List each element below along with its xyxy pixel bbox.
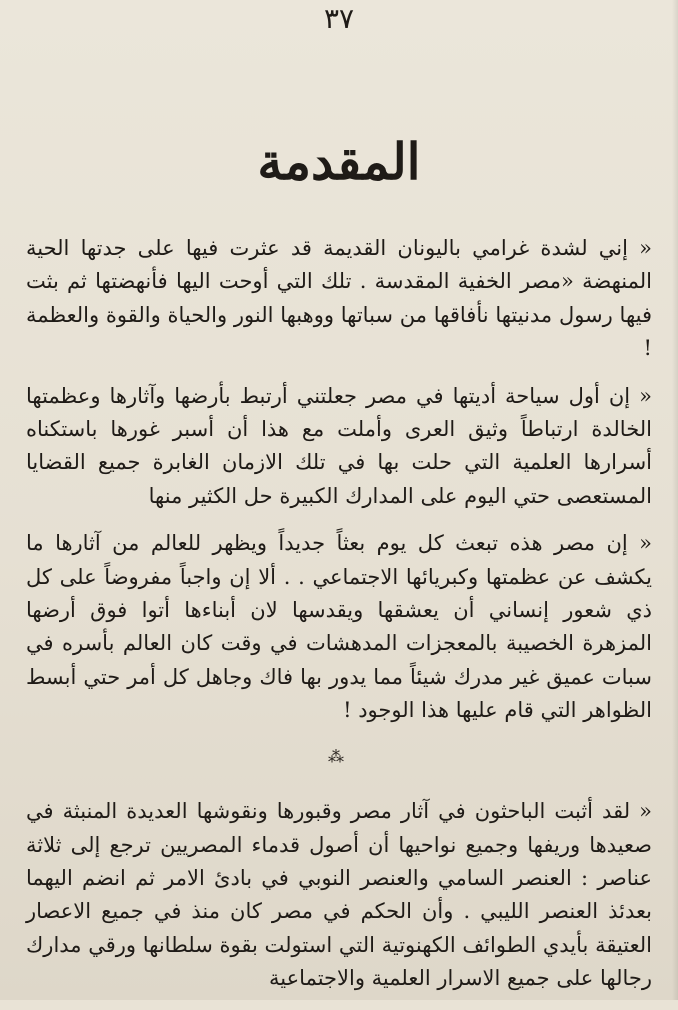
body-text: [26, 232, 652, 1010]
paragraph-3: « إن مصر هذه تبعث كل يوم بعثاً جديداً ويظهر للعالم من آثارها ما يكشف عن عظمتها وكبريائها الاجتماعي . . ألا إن واجباً مفروضاً على كل ذي شعور إنساني أن يعشقها ويقدسها لان أبناءها أتوا فوق أرضها المزهرة الخصيبة بالمعجزات المدهشات في وقت كان العالم بأسره في سبات عميق غير مدرك شيئاً مما يدور بها فاك وجاهل كل أمر حتي أبسط الظواهر التي قام عليها هذا الوجود !: [26, 531, 652, 723]
ornament-separator: ⁂: [328, 746, 350, 766]
paragraph-2: « إن أول سياحة أديتها في مصر جعلتني أرتبط بأرضها وآثارها وعظمتها الخالدة ارتباطاً وثيق العرى وأملت مع هذا أن أسبر غورها باستكناه أسرارها العلمية التي حلت بها في تلك الازمان الغابرة جميع القضايا المستعصى حتي اليوم على المدارك الكبيرة حل الكثير منها: [26, 383, 652, 508]
page-number: ٣٧: [323, 2, 355, 35]
page-title: المقدمة: [257, 132, 421, 191]
page-edge-shadow: [672, 0, 678, 1000]
paragraph-4: « لقد أثبت الباحثون في آثار مصر وقبورها ونقوشها العديدة المنبثة في صعيدها وريفها وجميع نواحيها أن أصول قدماء المصريين ترجع إلى ثلاثة عناصر : العنصر السامي والعنصر النوبي في بادئ الامر ثم انضم اليهما بعدئذ العنصر الليبي . وأن الحكم في مصر كان منذ في جميع الاعصار العتيقة بأيدي الطوائف الكهنوتية التي استولت بقوة سلطانها ورقي مدارك رجالها على جميع الاسرار العلمية والاجتماعية: [26, 799, 652, 991]
paragraph-1: « إني لشدة غرامي باليونان القديمة قد عثرت فيها على جدتها الحية المنهضة «مصر الخفية المقدسة . تلك التي أوحت اليها فأنهضتها ثم بثت فيها رسول مدنيتها نأفاقها من سباتها ووهبها النور والحياة والقوة والعظمة !: [26, 236, 652, 361]
